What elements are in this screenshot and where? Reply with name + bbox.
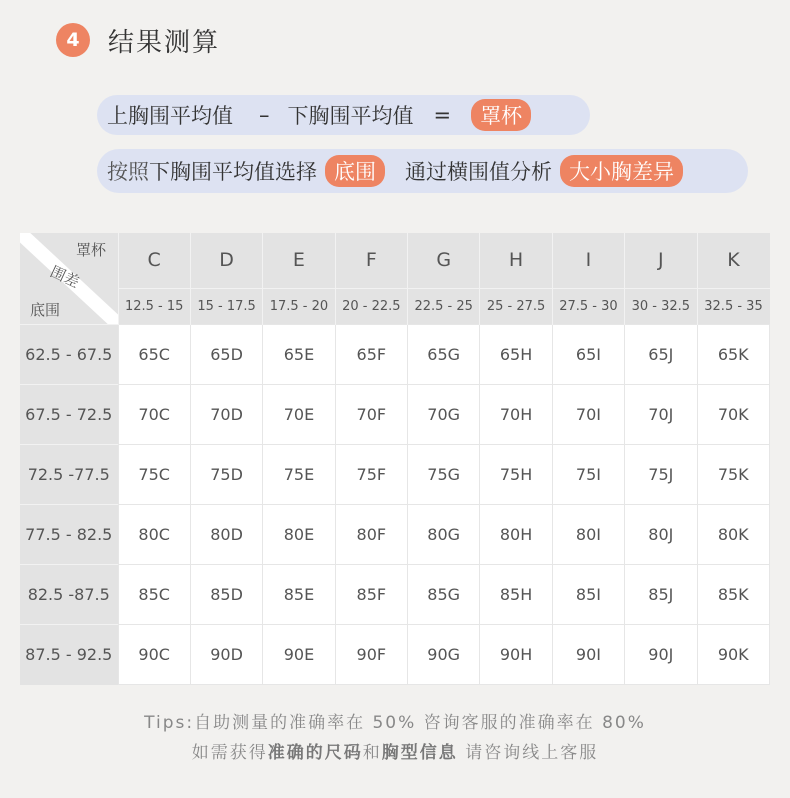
size-cell: 65D [190,324,262,384]
cup-header-h: H [480,233,552,288]
size-cell: 65I [552,324,624,384]
size-cell: 75I [552,444,624,504]
cup-header-c: C [118,233,190,288]
cup-header-row [20,233,770,288]
size-cell: 80G [408,504,480,564]
according-label: 按照 [107,160,149,184]
band-range: 72.5 -77.5 [20,444,118,504]
section-title: 结果测算 [108,28,221,58]
equals-sign: = [433,103,452,127]
size-cell: 80H [480,504,552,564]
size-cell: 90G [408,624,480,684]
size-table [20,233,770,685]
size-cell: 70E [263,384,335,444]
size-cell: 85E [263,564,335,624]
size-cell: 85H [480,564,552,624]
size-cell: 75E [263,444,335,504]
size-cell: 70F [335,384,407,444]
tips-contact [0,738,790,763]
table-row [20,444,770,504]
size-cell: 85G [408,564,480,624]
corner-diff-label: 围差 [47,262,83,292]
diff-header-row [20,288,770,324]
asymmetry-tag: 大小胸差异 [560,155,683,187]
size-cell: 75H [480,444,552,504]
size-cell: 65K [697,324,770,384]
size-cell: 65E [263,324,335,384]
size-cell: 80F [335,504,407,564]
size-cell: 90E [263,624,335,684]
diff-header: 27.5 - 30 [552,288,624,324]
cup-header-d: D [190,233,262,288]
size-cell: 70D [190,384,262,444]
size-cell: 70C [118,384,190,444]
size-cell: 75F [335,444,407,504]
size-cell: 75D [190,444,262,504]
corner-band-label: 底围 [30,301,61,319]
size-cell: 70J [625,384,697,444]
minus-sign: – [259,103,270,127]
cup-header-g: G [408,233,480,288]
under-bust-average: 下胸围平均值 [287,104,414,128]
size-cell: 90J [625,624,697,684]
band-range: 62.5 - 67.5 [20,324,118,384]
table-row [20,624,770,684]
upper-bust-average: 上胸围平均值 [107,104,233,128]
diff-header: 15 - 17.5 [190,288,262,324]
tips-text-contact: 请咨询线上客服 [457,743,599,763]
formula-band [97,149,748,193]
table-row [20,324,770,384]
size-cell: 65F [335,324,407,384]
size-cell: 80C [118,504,190,564]
table-row [20,504,770,564]
cup-header-e: E [263,233,335,288]
formula-cup [97,95,590,135]
size-cell: 85F [335,564,407,624]
diff-header: 12.5 - 15 [118,288,190,324]
size-cell: 90K [697,624,770,684]
size-cell: 65J [625,324,697,384]
diff-header: 17.5 - 20 [263,288,335,324]
size-cell: 90C [118,624,190,684]
size-cell: 90H [480,624,552,684]
table-row [20,384,770,444]
band-range: 82.5 -87.5 [20,564,118,624]
cup-header-k: K [697,233,770,288]
size-cell: 80I [552,504,624,564]
size-cell: 75J [625,444,697,504]
cup-header-f: F [335,233,407,288]
cup-result-tag: 罩杯 [471,99,531,131]
size-cell: 70K [697,384,770,444]
tips-accuracy: Tips:自助测量的准确率在 50% 咨询客服的准确率在 80% [144,713,646,733]
analysis-text: 通过横围值分析 [405,160,552,184]
size-cell: 75K [697,444,770,504]
size-cell: 90F [335,624,407,684]
cup-header-j: J [625,233,697,288]
diff-header: 22.5 - 25 [408,288,480,324]
size-cell: 80J [625,504,697,564]
size-cell: 80E [263,504,335,564]
table-row [20,564,770,624]
size-cell: 85I [552,564,624,624]
choose-band-text: 下胸围平均值选择 [149,160,317,184]
size-cell: 85J [625,564,697,624]
diff-header: 32.5 - 35 [697,288,770,324]
tips-accurate-size: 准确的尺码 [267,743,363,763]
band-range: 77.5 - 82.5 [20,504,118,564]
size-cell: 85D [190,564,262,624]
size-cell: 80D [190,504,262,564]
table-corner [20,233,118,324]
band-range: 67.5 - 72.5 [20,384,118,444]
step-number-badge: 4 [56,23,90,57]
size-cell: 90I [552,624,624,684]
diff-header: 25 - 27.5 [480,288,552,324]
size-cell: 75G [408,444,480,504]
size-cell: 75C [118,444,190,504]
size-cell: 80K [697,504,770,564]
size-cell: 85K [697,564,770,624]
size-cell: 70H [480,384,552,444]
size-cell: 65G [408,324,480,384]
band-range: 87.5 - 92.5 [20,624,118,684]
diff-header: 20 - 22.5 [335,288,407,324]
size-cell: 65C [118,324,190,384]
tips-text-and: 和 [362,743,382,763]
tips-bust-shape: 胸型信息 [381,743,458,763]
diff-header: 30 - 32.5 [625,288,697,324]
cup-header-i: I [552,233,624,288]
size-cell: 85C [118,564,190,624]
band-tag: 底围 [325,155,385,187]
size-cell: 65H [480,324,552,384]
corner-cup-label: 罩杯 [76,241,107,259]
size-cell: 70G [408,384,480,444]
size-cell: 90D [190,624,262,684]
size-cell: 70I [552,384,624,444]
tips-text-a: 如需获得 [191,743,268,763]
